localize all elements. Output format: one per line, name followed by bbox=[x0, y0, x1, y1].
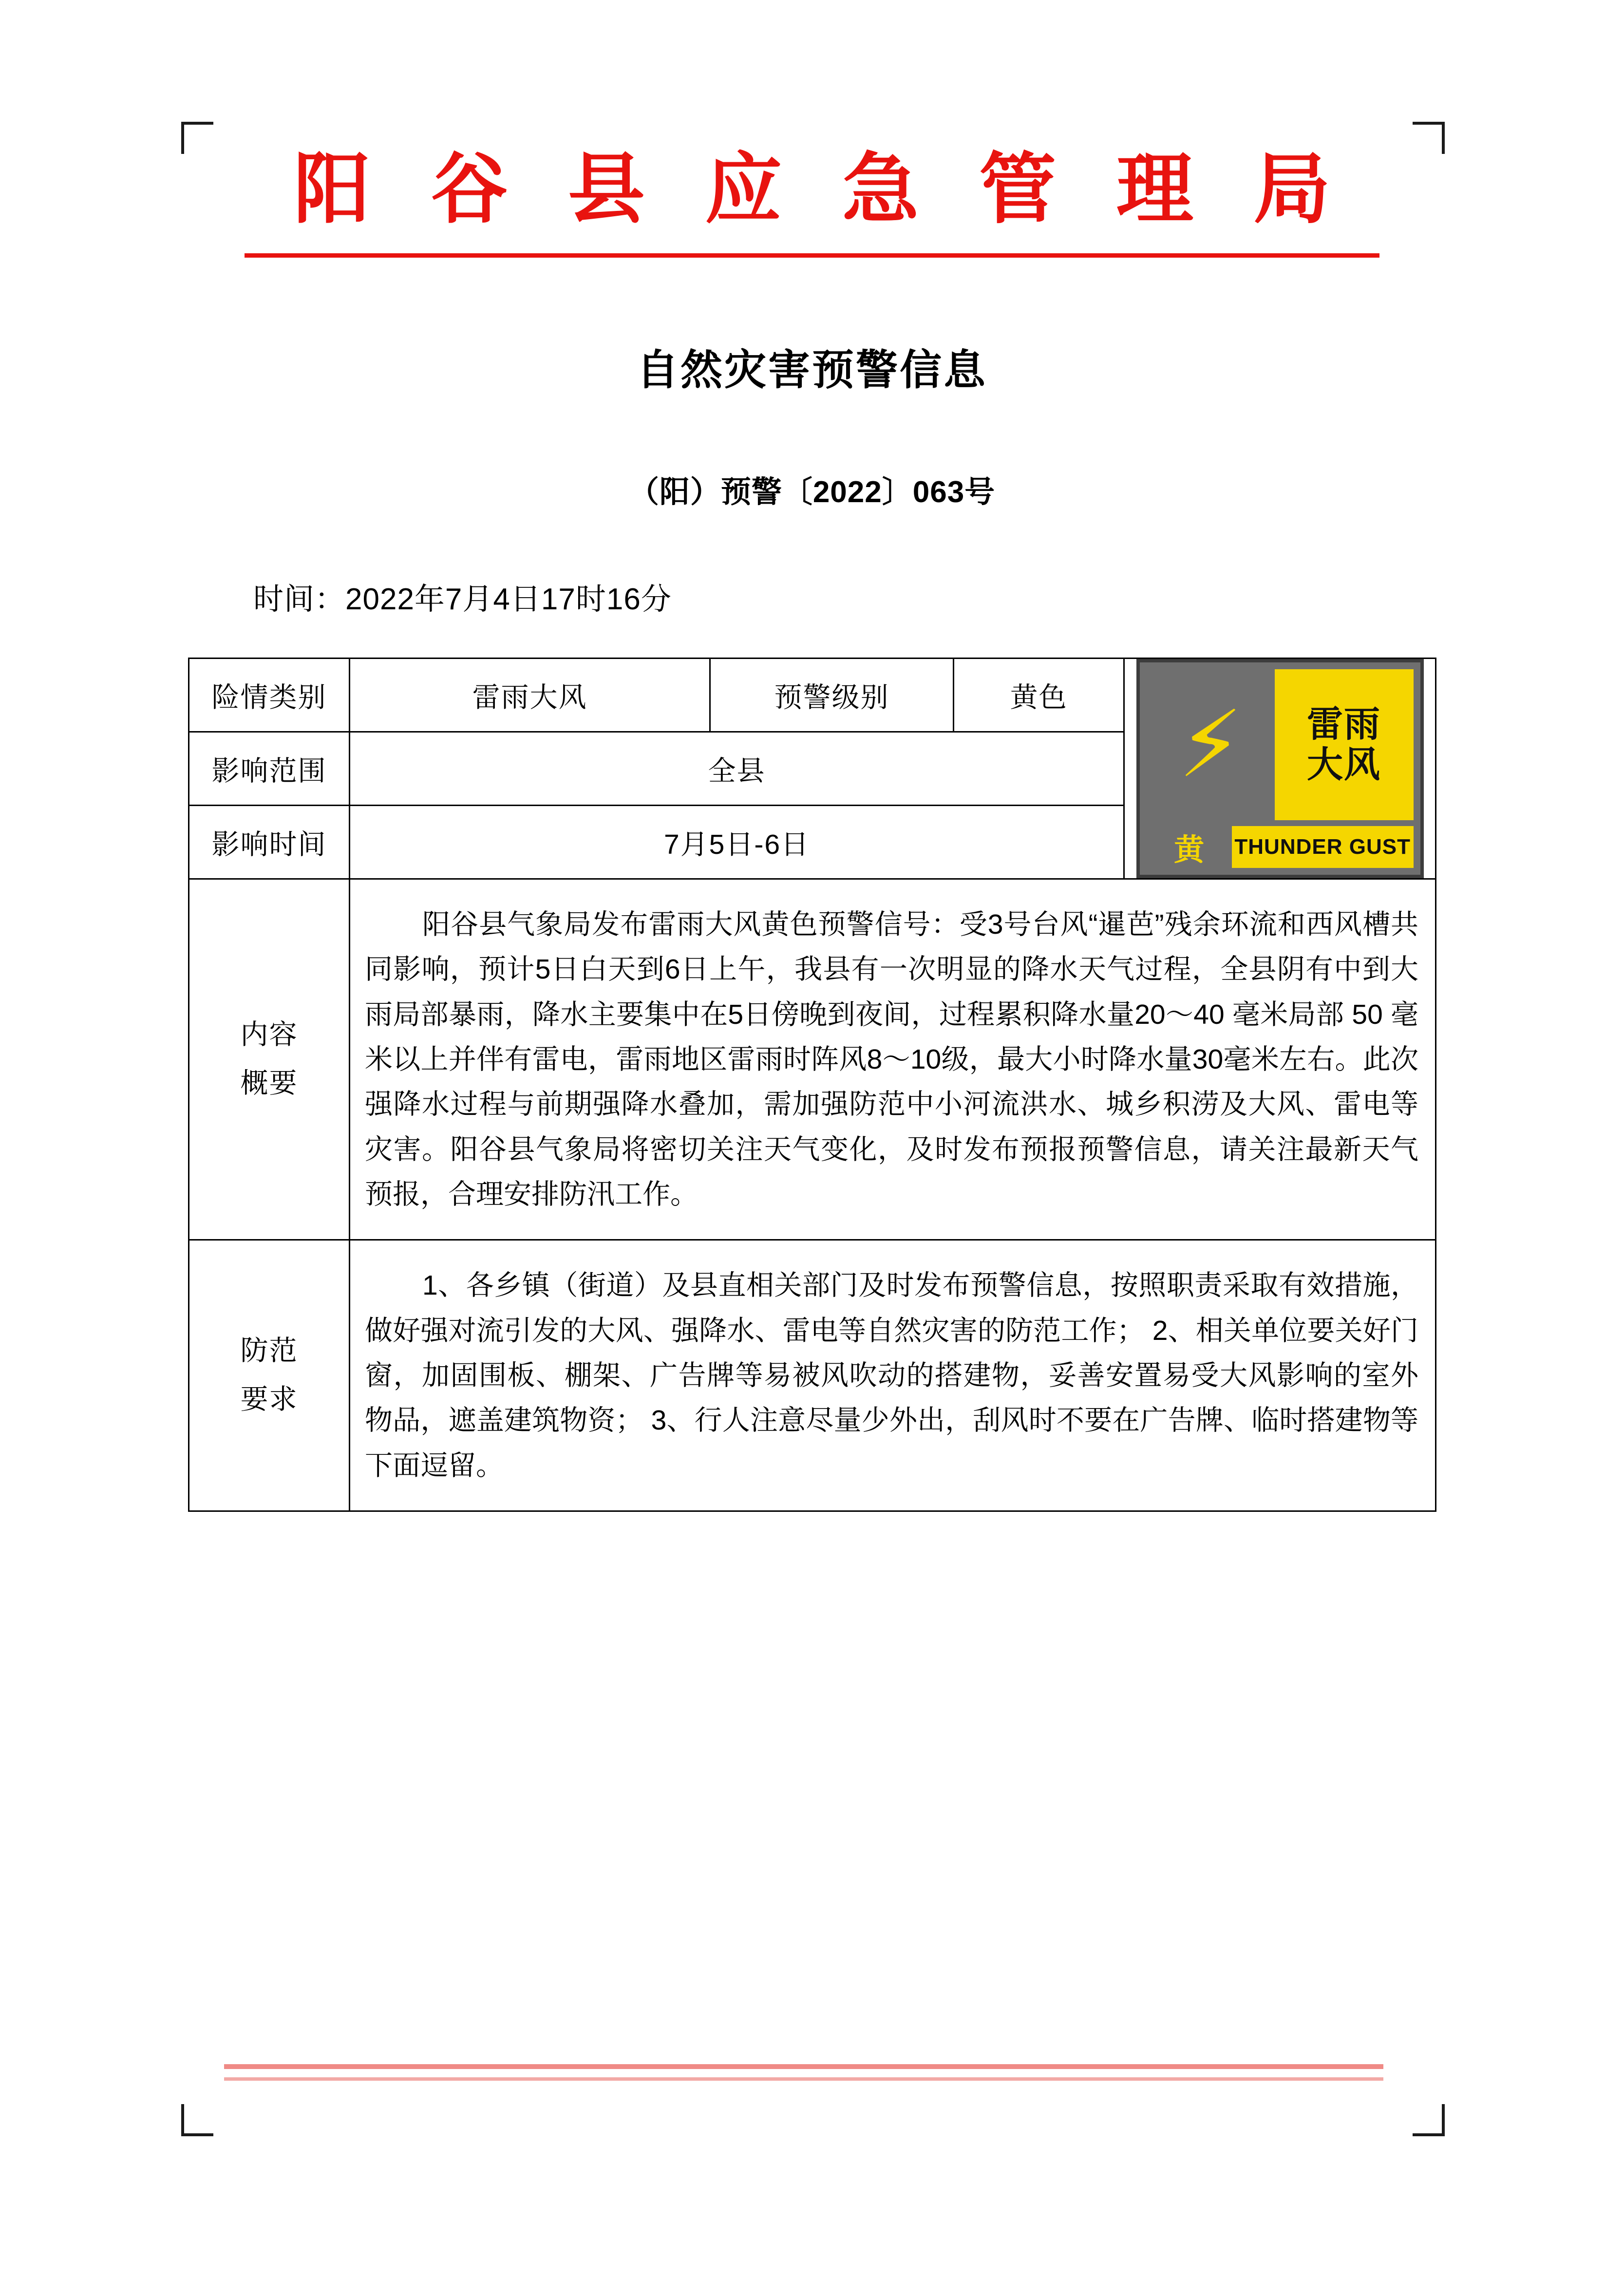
summary-label-line1: 内容 bbox=[240, 1019, 298, 1051]
precaution-text: 1、各乡镇（街道）及县直相关部门及时发布预警信息，按照职责采取有效措施，做好强对流引发的大风、强降水、雷电等自然灾害的防范工作； 2、相关单位要关好门窗，加固围板、棚架、广告牌等易被风吹动的搭建物，妥善安置易受大风影响的室外物品，遮盖建筑物资； 3、行人注意尽量少外出，刮风时不要在广告牌、临时搭建物等下面逗留。 bbox=[365, 1270, 1418, 1481]
sign-top bbox=[1147, 669, 1414, 820]
affected-area-value: 全县 bbox=[350, 732, 1124, 806]
precaution-label bbox=[189, 1240, 350, 1511]
summary-label bbox=[189, 879, 350, 1240]
table-row bbox=[189, 1240, 1436, 1511]
crop-mark-bottom-left bbox=[181, 2104, 213, 2136]
hazard-type-value: 雷雨大风 bbox=[350, 659, 710, 732]
affected-time-value: 7月5日-6日 bbox=[350, 806, 1124, 879]
warning-table bbox=[188, 658, 1436, 1512]
warning-level-value: 黄色 bbox=[954, 659, 1124, 732]
warning-table-wrapper bbox=[188, 658, 1435, 1512]
thunder-gust-warning-sign bbox=[1136, 659, 1424, 878]
crop-mark-bottom-right bbox=[1413, 2104, 1445, 2136]
summary-text: 阳谷县气象局发布雷雨大风黄色预警信号：受3号台风“暹芭”残余环流和西风槽共同影响，预计5日白天到6日上午，我县有一次明显的降水天气过程，全县阴有中到大雨局部暴雨，降水主要集中在5日傍晚到夜间，过程累积降水量20～40 毫米局部 50 毫米以上并伴有雷电，雷雨地区雷雨时阵风8～10级，最大小时降水量30毫米左右。此次强降水过程与前期强降水叠加，需加强防范中小河流洪水、城乡积涝及大风、雷电等灾害。阳谷县气象局将密切关注天气变化，及时发布预报预警信息，请关注最新天气预报，合理安排防汛工作。 bbox=[365, 909, 1418, 1210]
affected-time-label: 影响时间 bbox=[189, 806, 350, 879]
sign-bottom bbox=[1147, 826, 1414, 868]
table-row bbox=[189, 659, 1436, 732]
masthead-divider bbox=[245, 253, 1379, 258]
summary-label-line2: 概要 bbox=[240, 1068, 298, 1099]
sign-text-line2: 大风 bbox=[1307, 744, 1381, 785]
precaution-content-cell bbox=[350, 1240, 1436, 1511]
hazard-type-label: 险情类别 bbox=[189, 659, 350, 732]
issue-time: 时间：2022年7月4日17时16分 bbox=[253, 583, 672, 616]
masthead bbox=[0, 146, 1624, 258]
sign-text-area bbox=[1275, 669, 1414, 820]
footer-rule-primary bbox=[224, 2064, 1383, 2069]
precaution-label-line1: 防范 bbox=[240, 1335, 298, 1367]
warning-level-label: 预警级别 bbox=[710, 659, 954, 732]
lightning-bolt-icon: ⚡ bbox=[1178, 693, 1243, 796]
sign-text-line1: 雷雨 bbox=[1307, 704, 1381, 745]
sign-level-label: 黄 bbox=[1174, 833, 1205, 867]
document-number: （阳）预警〔2022〕063号 bbox=[628, 475, 996, 509]
footer-divider bbox=[224, 2064, 1383, 2081]
sign-bolt-area bbox=[1147, 669, 1275, 820]
table-row bbox=[189, 879, 1436, 1240]
precaution-label-line2: 要求 bbox=[240, 1384, 298, 1415]
footer-rule-secondary bbox=[224, 2077, 1383, 2081]
page-title: 自然灾害预警信息 bbox=[637, 347, 987, 394]
issuing-agency-title: 阳 谷 县 应 急 管 理 局 bbox=[293, 148, 1351, 233]
sign-english-label: THUNDER GUST bbox=[1232, 826, 1414, 868]
affected-area-label: 影响范围 bbox=[189, 732, 350, 806]
warning-sign-cell bbox=[1124, 659, 1436, 879]
summary-content-cell bbox=[350, 879, 1436, 1240]
